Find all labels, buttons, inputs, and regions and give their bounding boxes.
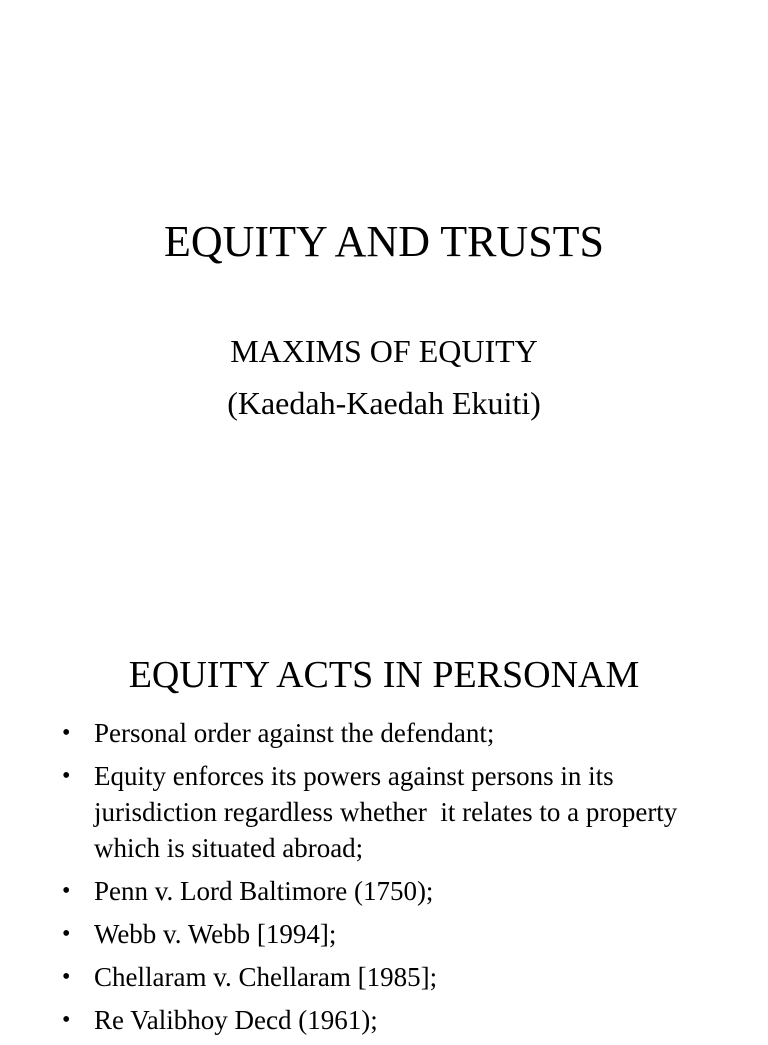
bullet-icon: • (62, 1007, 71, 1033)
list-item (62, 1002, 702, 1038)
bullet-list (62, 715, 702, 1045)
subtitle-maxims: MAXIMS OF EQUITY (230, 333, 538, 369)
bullet-icon: • (62, 964, 71, 990)
content-slide (0, 560, 768, 1035)
bullet-icon: • (62, 763, 71, 789)
bullet-text: Chellaram v. Chellaram [1985]; (94, 962, 438, 992)
bullet-text: Equity enforces its powers against persons in its jurisdiction regardless whether it relates to a property which is situated abroad; (94, 761, 685, 863)
bullet-text: Personal order against the defendant; (94, 718, 495, 748)
document-title: EQUITY AND TRUSTS (163, 217, 605, 266)
bullet-icon: • (62, 878, 71, 904)
list-item (62, 873, 702, 909)
subtitle-malay: (Kaedah-Kaedah Ekuiti) (227, 385, 541, 421)
bullet-text: Penn v. Lord Baltimore (1750); (94, 876, 434, 906)
bullet-text: Webb v. Webb [1994]; (94, 919, 337, 949)
list-item (62, 758, 702, 866)
slide-heading: EQUITY ACTS IN PERSONAM (128, 654, 640, 696)
list-item (62, 715, 702, 751)
bullet-text: Re Valibhoy Decd (1961); (94, 1005, 378, 1035)
list-item (62, 916, 702, 952)
list-item (62, 959, 702, 995)
bullet-icon: • (62, 720, 71, 746)
bullet-icon: • (62, 921, 71, 947)
